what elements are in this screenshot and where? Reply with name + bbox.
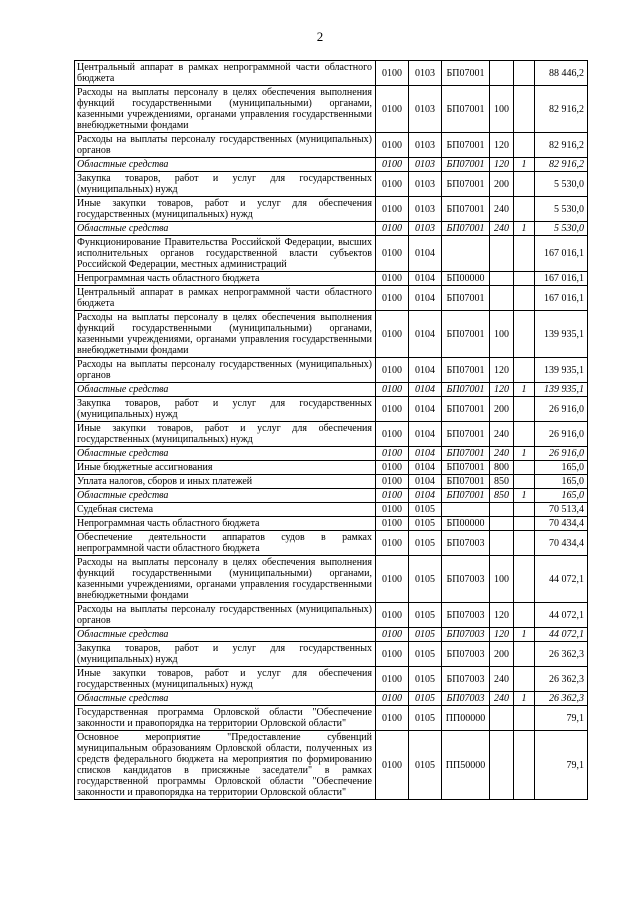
amount-cell: 167 016,1 [535,286,588,311]
subsection-code-cell: 0105 [409,642,442,667]
funding-source-cell [514,358,535,383]
expense-type-cell [490,503,514,517]
target-article-cell: БП07003 [442,603,490,628]
target-article-cell: БП07001 [442,383,490,397]
target-article-cell: БП07001 [442,489,490,503]
table-row [75,503,588,517]
row-name-cell: Непрограммная часть областного бюджета [75,272,376,286]
section-code-cell: 0100 [376,397,409,422]
table-row [75,397,588,422]
section-code-cell: 0100 [376,667,409,692]
table-row [75,158,588,172]
table-row [75,556,588,603]
section-code-cell: 0100 [376,86,409,133]
row-name-cell: Областные средства [75,489,376,503]
funding-source-cell [514,706,535,731]
amount-cell: 167 016,1 [535,272,588,286]
expense-type-cell: 200 [490,397,514,422]
expense-type-cell: 100 [490,556,514,603]
amount-cell: 165,0 [535,475,588,489]
amount-cell: 5 530,0 [535,222,588,236]
expense-type-cell: 100 [490,86,514,133]
expense-type-cell: 120 [490,383,514,397]
target-article-cell: БП07001 [442,397,490,422]
funding-source-cell [514,503,535,517]
subsection-code-cell: 0104 [409,397,442,422]
section-code-cell: 0100 [376,642,409,667]
subsection-code-cell: 0105 [409,517,442,531]
target-article-cell: БП07001 [442,133,490,158]
subsection-code-cell: 0105 [409,556,442,603]
funding-source-cell [514,556,535,603]
section-code-cell: 0100 [376,286,409,311]
target-article-cell: БП07001 [442,158,490,172]
table-row [75,447,588,461]
funding-source-cell: 1 [514,628,535,642]
funding-source-cell [514,286,535,311]
amount-cell: 82 916,2 [535,133,588,158]
row-name-cell: Закупка товаров, работ и услуг для государственных (муниципальных) нужд [75,642,376,667]
amount-cell: 26 916,0 [535,447,588,461]
amount-cell: 26 362,3 [535,667,588,692]
funding-source-cell: 1 [514,447,535,461]
section-code-cell: 0100 [376,603,409,628]
expense-type-cell: 240 [490,197,514,222]
table-row [75,531,588,556]
row-name-cell: Областные средства [75,447,376,461]
table-row [75,86,588,133]
row-name-cell: Расходы на выплаты персоналу государственных (муниципальных) органов [75,133,376,158]
table-row [75,222,588,236]
expense-type-cell: 120 [490,603,514,628]
subsection-code-cell: 0105 [409,603,442,628]
section-code-cell: 0100 [376,236,409,272]
funding-source-cell [514,311,535,358]
amount-cell: 139 935,1 [535,383,588,397]
target-article-cell: БП07003 [442,667,490,692]
table-row [75,706,588,731]
table-row [75,358,588,383]
target-article-cell: БП07001 [442,286,490,311]
funding-source-cell: 1 [514,692,535,706]
funding-source-cell [514,475,535,489]
target-article-cell: БП00000 [442,272,490,286]
page-number: 2 [316,29,324,44]
row-name-cell: Центральный аппарат в рамках непрограммной части областного бюджета [75,286,376,311]
row-name-cell: Непрограммная часть областного бюджета [75,517,376,531]
funding-source-cell [514,236,535,272]
table-row [75,731,588,800]
amount-cell: 139 935,1 [535,311,588,358]
subsection-code-cell: 0104 [409,447,442,461]
row-name-cell: Областные средства [75,383,376,397]
subsection-code-cell: 0104 [409,272,442,286]
target-article-cell: БП07001 [442,197,490,222]
subsection-code-cell: 0103 [409,222,442,236]
section-code-cell: 0100 [376,197,409,222]
expense-type-cell: 240 [490,222,514,236]
amount-cell: 165,0 [535,461,588,475]
subsection-code-cell: 0104 [409,286,442,311]
amount-cell: 165,0 [535,489,588,503]
section-code-cell: 0100 [376,61,409,86]
funding-source-cell [514,517,535,531]
expense-type-cell: 200 [490,172,514,197]
row-name-cell: Закупка товаров, работ и услуг для государственных (муниципальных) нужд [75,397,376,422]
row-name-cell: Судебная система [75,503,376,517]
subsection-code-cell: 0105 [409,731,442,800]
expense-type-cell: 120 [490,158,514,172]
section-code-cell: 0100 [376,172,409,197]
section-code-cell: 0100 [376,556,409,603]
section-code-cell: 0100 [376,517,409,531]
target-article-cell: ПП50000 [442,731,490,800]
row-name-cell: Закупка товаров, работ и услуг для государственных (муниципальных) нужд [75,172,376,197]
target-article-cell: БП07003 [442,531,490,556]
amount-cell: 70 513,4 [535,503,588,517]
expense-type-cell: 800 [490,461,514,475]
target-article-cell: БП07003 [442,642,490,667]
section-code-cell: 0100 [376,222,409,236]
target-article-cell [442,503,490,517]
target-article-cell: БП07001 [442,422,490,447]
row-name-cell: Областные средства [75,628,376,642]
target-article-cell: БП07001 [442,61,490,86]
row-name-cell: Уплата налогов, сборов и иных платежей [75,475,376,489]
amount-cell: 26 916,0 [535,397,588,422]
section-code-cell: 0100 [376,358,409,383]
subsection-code-cell: 0104 [409,383,442,397]
section-code-cell: 0100 [376,692,409,706]
row-name-cell: Расходы на выплаты персоналу в целях обеспечения выполнения функций государственными (муниципальными) органами, казенными учреждениями, органами управления государственными внебюджетными фондами [75,311,376,358]
expense-type-cell: 120 [490,133,514,158]
funding-source-cell [514,133,535,158]
funding-source-cell [514,272,535,286]
budget-table [74,60,588,800]
subsection-code-cell: 0104 [409,422,442,447]
table-row [75,422,588,447]
section-code-cell: 0100 [376,503,409,517]
subsection-code-cell: 0103 [409,86,442,133]
target-article-cell: БП07001 [442,358,490,383]
section-code-cell: 0100 [376,158,409,172]
section-code-cell: 0100 [376,461,409,475]
section-code-cell: 0100 [376,272,409,286]
funding-source-cell [514,603,535,628]
row-name-cell: Функционирование Правительства Российской Федерации, высших исполнительных органов государственной власти субъектов Российской Федерации, местных администраций [75,236,376,272]
amount-cell: 44 072,1 [535,603,588,628]
funding-source-cell [514,197,535,222]
target-article-cell: БП07001 [442,475,490,489]
expense-type-cell: 240 [490,447,514,461]
funding-source-cell: 1 [514,158,535,172]
amount-cell: 70 434,4 [535,517,588,531]
subsection-code-cell: 0105 [409,531,442,556]
amount-cell: 79,1 [535,731,588,800]
row-name-cell: Расходы на выплаты персоналу в целях обеспечения выполнения функций государственными (муниципальными) органами, казенными учреждениями, органами управления государственными внебюджетными фондами [75,86,376,133]
section-code-cell: 0100 [376,447,409,461]
expense-type-cell [490,61,514,86]
row-name-cell: Обеспечение деятельности аппаратов судов в рамках непрограммной части областного бюджета [75,531,376,556]
expense-type-cell: 240 [490,667,514,692]
table-row [75,475,588,489]
subsection-code-cell: 0104 [409,236,442,272]
row-name-cell: Иные закупки товаров, работ и услуг для обеспечения государственных (муниципальных) нужд [75,197,376,222]
amount-cell: 167 016,1 [535,236,588,272]
table-row [75,197,588,222]
row-name-cell: Областные средства [75,158,376,172]
table-row [75,383,588,397]
expense-type-cell: 850 [490,475,514,489]
row-name-cell: Расходы на выплаты персоналу государственных (муниципальных) органов [75,603,376,628]
subsection-code-cell: 0103 [409,133,442,158]
section-code-cell: 0100 [376,311,409,358]
funding-source-cell [514,461,535,475]
target-article-cell: БП07003 [442,692,490,706]
section-code-cell: 0100 [376,628,409,642]
amount-cell: 26 362,3 [535,692,588,706]
row-name-cell: Расходы на выплаты персоналу в целях обеспечения выполнения функций государственными (муниципальными) органами, казенными учреждениями, органами управления государственными внебюджетными фондами [75,556,376,603]
table-row [75,489,588,503]
section-code-cell: 0100 [376,475,409,489]
table-row [75,61,588,86]
amount-cell: 26 362,3 [535,642,588,667]
target-article-cell: БП00000 [442,517,490,531]
subsection-code-cell: 0105 [409,667,442,692]
target-article-cell: БП07001 [442,311,490,358]
subsection-code-cell: 0104 [409,489,442,503]
subsection-code-cell: 0104 [409,311,442,358]
funding-source-cell: 1 [514,383,535,397]
budget-table-body [75,61,588,800]
row-name-cell: Центральный аппарат в рамках непрограммной части областного бюджета [75,61,376,86]
expense-type-cell: 100 [490,311,514,358]
section-code-cell: 0100 [376,133,409,158]
row-name-cell: Иные закупки товаров, работ и услуг для обеспечения государственных (муниципальных) нужд [75,422,376,447]
table-row [75,133,588,158]
amount-cell: 79,1 [535,706,588,731]
target-article-cell: БП07001 [442,447,490,461]
target-article-cell: БП07003 [442,628,490,642]
amount-cell: 88 446,2 [535,61,588,86]
funding-source-cell [514,642,535,667]
expense-type-cell [490,731,514,800]
subsection-code-cell: 0104 [409,358,442,383]
target-article-cell: ПП00000 [442,706,490,731]
target-article-cell: БП07003 [442,556,490,603]
table-row [75,272,588,286]
row-name-cell: Государственная программа Орловской области "Обеспечение законности и правопорядка на территории Орловской области" [75,706,376,731]
amount-cell: 44 072,1 [535,556,588,603]
subsection-code-cell: 0105 [409,692,442,706]
expense-type-cell: 850 [490,489,514,503]
target-article-cell: БП07001 [442,86,490,133]
funding-source-cell [514,531,535,556]
table-row [75,603,588,628]
funding-source-cell [514,667,535,692]
funding-source-cell: 1 [514,222,535,236]
section-code-cell: 0100 [376,383,409,397]
row-name-cell: Основное мероприятие "Предоставление субвенций муниципальным образованиям Орловской области, полученных из средств федерального бюджета на мероприятия по формированию списков кандидатов в присяжные заседатели" в рамках государственной программы Орловской области "Обеспечение законности и правопорядка на территории Орловской области" [75,731,376,800]
table-row [75,286,588,311]
expense-type-cell [490,286,514,311]
funding-source-cell [514,397,535,422]
subsection-code-cell: 0103 [409,158,442,172]
expense-type-cell: 200 [490,642,514,667]
expense-type-cell: 240 [490,692,514,706]
amount-cell: 5 530,0 [535,172,588,197]
funding-source-cell: 1 [514,489,535,503]
amount-cell: 44 072,1 [535,628,588,642]
expense-type-cell [490,706,514,731]
row-name-cell: Областные средства [75,222,376,236]
funding-source-cell [514,422,535,447]
subsection-code-cell: 0103 [409,197,442,222]
table-row [75,692,588,706]
table-row [75,628,588,642]
expense-type-cell: 120 [490,628,514,642]
section-code-cell: 0100 [376,706,409,731]
target-article-cell: БП07001 [442,172,490,197]
section-code-cell: 0100 [376,531,409,556]
table-row [75,172,588,197]
amount-cell: 70 434,4 [535,531,588,556]
table-row [75,642,588,667]
section-code-cell: 0100 [376,489,409,503]
expense-type-cell [490,531,514,556]
row-name-cell: Расходы на выплаты персоналу государственных (муниципальных) органов [75,358,376,383]
section-code-cell: 0100 [376,422,409,447]
subsection-code-cell: 0104 [409,475,442,489]
table-row [75,667,588,692]
expense-type-cell [490,272,514,286]
subsection-code-cell: 0105 [409,628,442,642]
expense-type-cell [490,236,514,272]
amount-cell: 139 935,1 [535,358,588,383]
target-article-cell: БП07001 [442,222,490,236]
table-row [75,517,588,531]
subsection-code-cell: 0104 [409,461,442,475]
expense-type-cell: 120 [490,358,514,383]
amount-cell: 26 916,0 [535,422,588,447]
subsection-code-cell: 0103 [409,172,442,197]
expense-type-cell [490,517,514,531]
subsection-code-cell: 0103 [409,61,442,86]
row-name-cell: Иные закупки товаров, работ и услуг для обеспечения государственных (муниципальных) нужд [75,667,376,692]
table-row [75,236,588,272]
section-code-cell: 0100 [376,731,409,800]
row-name-cell: Областные средства [75,692,376,706]
funding-source-cell [514,172,535,197]
subsection-code-cell: 0105 [409,503,442,517]
table-row [75,311,588,358]
target-article-cell [442,236,490,272]
funding-source-cell [514,731,535,800]
amount-cell: 5 530,0 [535,197,588,222]
funding-source-cell [514,86,535,133]
target-article-cell: БП07001 [442,461,490,475]
amount-cell: 82 916,2 [535,158,588,172]
table-row [75,461,588,475]
row-name-cell: Иные бюджетные ассигнования [75,461,376,475]
amount-cell: 82 916,2 [535,86,588,133]
funding-source-cell [514,61,535,86]
subsection-code-cell: 0105 [409,706,442,731]
expense-type-cell: 240 [490,422,514,447]
